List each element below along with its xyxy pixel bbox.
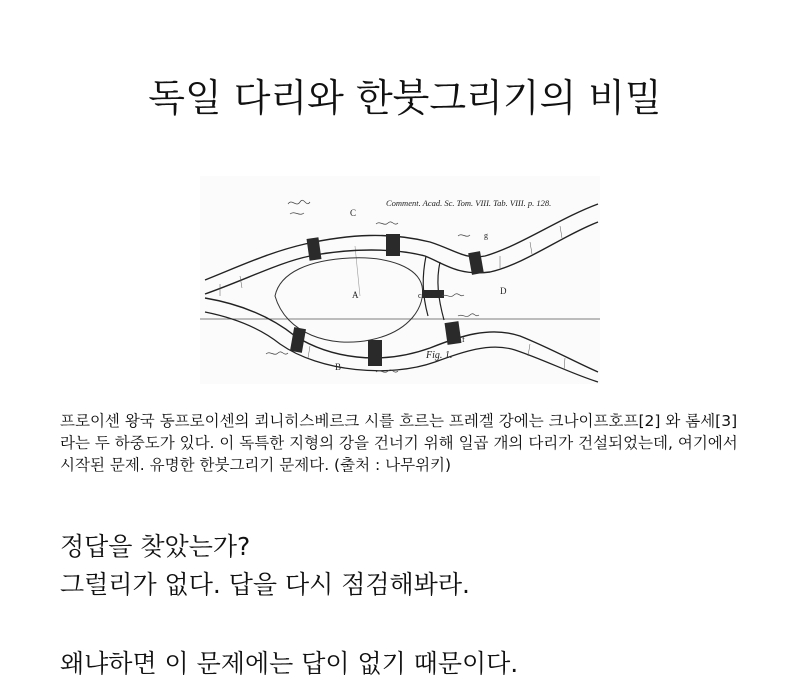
region-label-a: A xyxy=(352,290,359,300)
page-title: 독일 다리와 한붓그리기의 비밀 xyxy=(148,76,662,120)
caption-line-3: 시작된 문제. 유명한 한붓그리기 문제다. (출처 : 나무위키) xyxy=(60,456,452,474)
small-label-f: f xyxy=(462,335,465,344)
illustration-caption xyxy=(60,410,780,476)
caption-line-2: 라는 두 하중도가 있다. 이 독특한 지형의 강을 건너기 위해 일곱 개의 다리가 건설되었는데, 여기에서 xyxy=(60,434,738,452)
region-label-b: B xyxy=(335,362,342,372)
figure-header-note: Comment. Acad. Sc. Tom. VIII. Tab. VIII. p. 128. xyxy=(386,198,552,208)
region-label-d: D xyxy=(500,286,507,296)
conclusion-line: 왜냐하면 이 문제에는 답이 없기 때문이다. xyxy=(60,649,519,678)
konigsberg-bridges-illustration xyxy=(200,176,600,384)
small-label-c: c xyxy=(418,291,422,300)
question-line: 정답을 찾았는가? xyxy=(60,532,251,561)
region-label-c: C xyxy=(350,208,357,218)
figure-caption-label: Fig. 1. xyxy=(426,350,453,361)
recheck-line: 그럴리가 없다. 답을 다시 점검해봐라. xyxy=(60,570,470,599)
caption-line-1: 프로이센 왕국 동프로이센의 쾨니히스베르크 시를 흐르는 프레겔 강에는 크나이프호프[2] 와 롬세[3] xyxy=(60,412,738,430)
small-label-g: g xyxy=(484,231,488,240)
